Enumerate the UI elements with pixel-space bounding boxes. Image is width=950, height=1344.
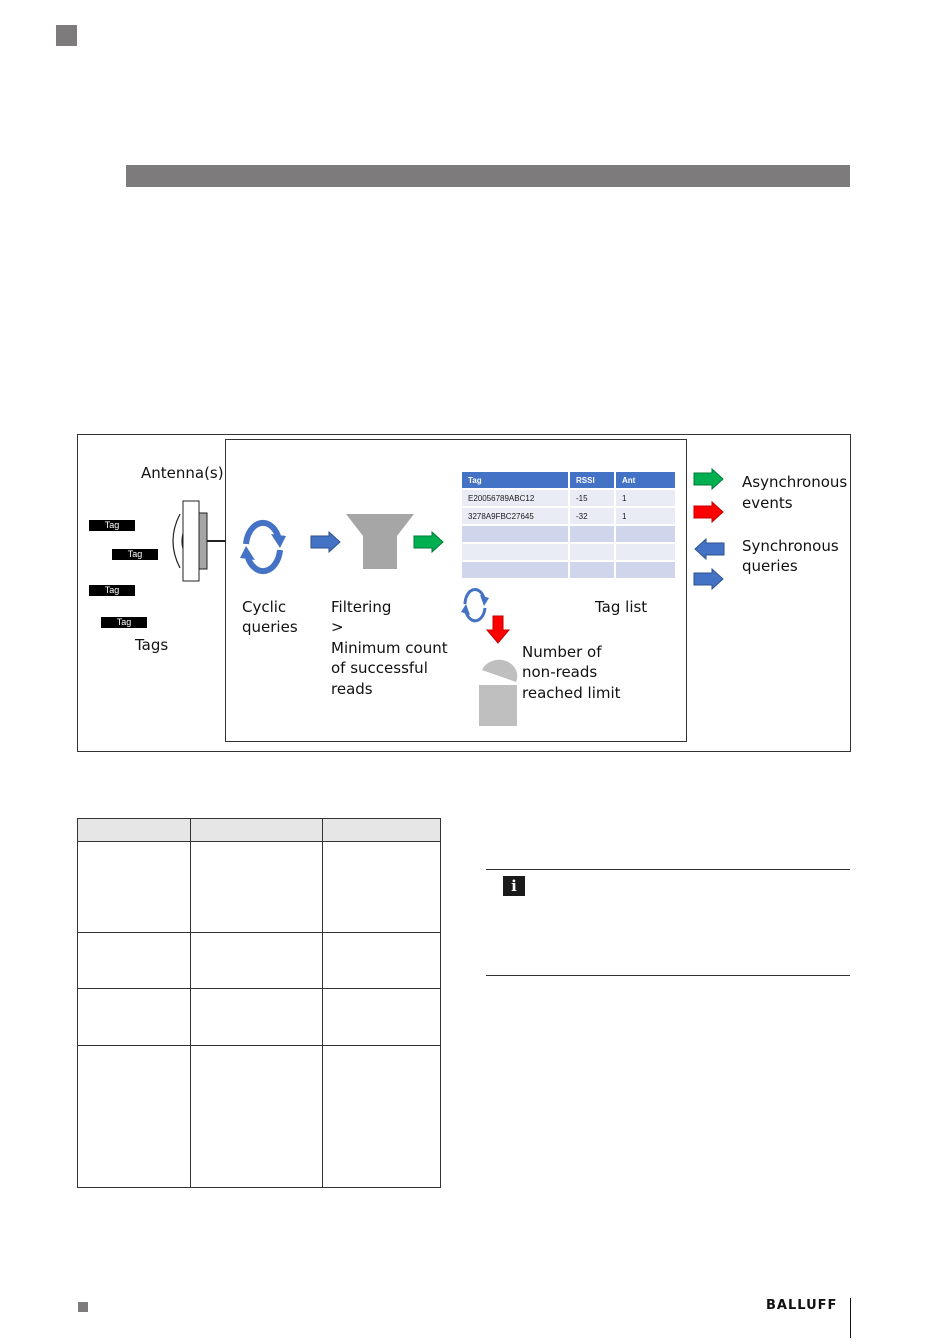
table-cell: [191, 989, 323, 1046]
tag-list-header: RSSI: [569, 472, 615, 489]
tag-list-cell: -32: [569, 507, 615, 525]
tag-list-cell: 3278A9FBC27645: [462, 507, 569, 525]
brand-logo: BALLUFF: [766, 1298, 838, 1313]
table-cell: [323, 989, 441, 1046]
table-cell: [78, 1046, 191, 1188]
nonreads-label-line: Number of: [522, 643, 602, 661]
sync-label-line: queries: [742, 557, 798, 575]
antenna-label: Antenna(s): [141, 464, 224, 482]
blue-left-arrow-icon: [693, 538, 725, 560]
trash-bin-icon: [476, 652, 520, 728]
table-header-cell: [323, 819, 441, 842]
filter-label-line: >: [331, 618, 344, 636]
footer-marker: [78, 1302, 88, 1312]
footer-divider: [850, 1298, 851, 1338]
red-arrow-icon: [693, 501, 725, 523]
tag-list-cell: [615, 543, 675, 561]
tag-chip: Tag: [101, 617, 147, 628]
tags-label: Tags: [135, 636, 169, 654]
tag-chip: Tag: [89, 520, 135, 531]
filter-funnel-icon: [344, 513, 416, 571]
cyclic-refresh-icon: [238, 512, 288, 582]
note-top-rule: [486, 869, 850, 870]
tag-list-cell: [569, 525, 615, 543]
section-header-bar: [126, 165, 850, 187]
tag-list-header: Tag: [462, 472, 569, 489]
tag-list-cell: [462, 561, 569, 579]
table-cell: [191, 933, 323, 989]
tag-list-cell: [569, 543, 615, 561]
tag-chip: Tag: [112, 549, 158, 560]
tag-list-label: Tag list: [595, 598, 648, 616]
header-marker: [56, 25, 77, 46]
green-arrow-icon: [413, 531, 445, 553]
tag-list-cell: -15: [569, 489, 615, 507]
green-arrow-icon: [693, 468, 725, 490]
tag-chip: Tag: [89, 585, 135, 596]
filter-label-line: of successful: [331, 659, 428, 677]
nonreads-label-line: non-reads: [522, 663, 598, 681]
tag-list-cell: 1: [615, 489, 675, 507]
table-cell: [323, 933, 441, 989]
cyclic-label-line: Cyclic: [242, 598, 287, 616]
note-bottom-rule: [486, 975, 850, 976]
tag-list-cell: [615, 525, 675, 543]
cyclic-label-line: queries: [242, 618, 298, 636]
antenna-icon: [160, 496, 230, 586]
filter-label-line: Minimum count: [331, 639, 448, 657]
tag-list-cell: [615, 561, 675, 579]
tag-list-cell: [462, 543, 569, 561]
info-icon: i: [503, 876, 525, 896]
tag-list-header: Ant: [615, 472, 675, 489]
async-label-line: Asynchronous: [742, 473, 848, 491]
filter-label-line: reads: [331, 680, 373, 698]
table-cell: [78, 989, 191, 1046]
table-header-cell: [191, 819, 323, 842]
table-cell: [323, 1046, 441, 1188]
tag-list-table: [462, 472, 675, 580]
blue-arrow-icon: [693, 568, 725, 590]
table-cell: [78, 933, 191, 989]
blue-arrow-icon: [310, 531, 342, 553]
nonreads-label-line: reached limit: [522, 684, 621, 702]
tag-list-cell: 1: [615, 507, 675, 525]
spec-table: [77, 818, 441, 1188]
async-label-line: events: [742, 494, 793, 512]
table-cell: [191, 1046, 323, 1188]
table-header-cell: [78, 819, 191, 842]
tag-list-cell: [569, 561, 615, 579]
tag-list-cell: E20056789ABC12: [462, 489, 569, 507]
filter-label-line: Filtering: [331, 598, 392, 616]
table-cell: [78, 842, 191, 933]
tag-list-cell: [462, 525, 569, 543]
table-cell: [191, 842, 323, 933]
sync-label-line: Synchronous: [742, 537, 839, 555]
table-cell: [323, 842, 441, 933]
red-down-arrow-icon: [485, 615, 511, 645]
